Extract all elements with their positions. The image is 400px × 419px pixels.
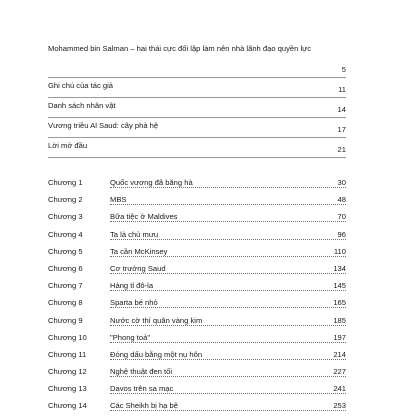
chapter-label: Chương 10 [48, 332, 87, 342]
chapter-label: Chương 7 [48, 281, 83, 291]
chapter-label: Chương 5 [48, 246, 83, 256]
chapter-title: Quốc vương đã băng hà [110, 178, 193, 187]
dot-leader [110, 195, 346, 205]
chapter-title: Bữa tiệc ở Maldives [110, 212, 178, 222]
chapter-row [48, 367, 346, 384]
chapter-row [48, 298, 346, 315]
chapter-page: 214 [333, 349, 346, 359]
chapter-title: Sparta bé nhỏ [110, 298, 158, 308]
chapter-label: Chương 14 [48, 401, 87, 411]
chapter-row [48, 264, 346, 281]
front-matter-list [48, 44, 346, 158]
chapter-row [48, 230, 346, 247]
chapter-title: Các Sheikh bị hạ bệ [110, 401, 178, 411]
chapter-label: Chương 9 [48, 315, 83, 325]
chapter-page: 110 [333, 246, 346, 256]
front-matter-row [48, 44, 346, 78]
front-matter-page: 21 [337, 145, 346, 154]
chapter-title: "Phong toả" [110, 332, 151, 342]
chapter-label: Chương 6 [48, 263, 83, 273]
chapter-title: Nước cờ thí quân vàng kim [110, 315, 203, 325]
chapter-label: Chương 2 [48, 195, 83, 205]
front-matter-title: Danh sách nhân vật [48, 101, 116, 110]
chapter-title: Ta là chủ mưu [110, 229, 159, 239]
chapter-label: Chương 11 [48, 349, 87, 359]
chapter-row [48, 247, 346, 264]
front-matter-row [48, 121, 346, 138]
chapter-row [48, 281, 346, 298]
chapter-page: 165 [333, 298, 346, 308]
chapter-row [48, 178, 346, 195]
chapter-page: 145 [333, 281, 346, 291]
chapter-title: Ta cần McKinsey [110, 246, 168, 256]
chapter-label: Chương 8 [48, 298, 83, 308]
chapter-title: Hàng tỉ đô-la [110, 281, 154, 291]
chapter-row [48, 195, 346, 212]
chapter-row [48, 333, 346, 350]
front-matter-title: Mohammed bin Salman – hai thái cực đối lập làm nên nhà lãnh đạo quyền lực [48, 44, 312, 53]
chapter-page: 253 [333, 401, 346, 411]
chapter-row [48, 384, 346, 401]
front-matter-page: 11 [338, 85, 346, 94]
chapter-title: Nghệ thuật đen tối [110, 367, 173, 377]
table-of-contents [48, 44, 346, 419]
front-matter-page: 5 [341, 65, 346, 74]
chapter-label: Chương 12 [48, 367, 87, 377]
chapter-list [48, 178, 346, 419]
chapter-title: MBS [110, 195, 127, 205]
front-matter-page: 17 [337, 125, 346, 134]
chapter-row [48, 212, 346, 229]
chapter-page: 197 [333, 332, 346, 342]
chapter-page: 48 [337, 195, 346, 205]
chapter-row [48, 350, 346, 367]
front-matter-title: Lời mở đầu [48, 141, 88, 150]
chapter-label: Chương 13 [48, 384, 87, 394]
chapter-page: 30 [337, 178, 346, 187]
front-matter-row [48, 141, 346, 158]
chapter-label: Chương 3 [48, 212, 83, 222]
chapter-page: 185 [333, 315, 346, 325]
front-matter-title: Ghi chú của tác giả [48, 81, 114, 90]
chapter-label: Chương 1 [48, 178, 83, 187]
chapter-row [48, 316, 346, 333]
front-matter-row [48, 101, 346, 118]
front-matter-title: Vương triều Al Saud: cây phả hệ [48, 121, 159, 130]
front-matter-row [48, 81, 346, 98]
chapter-row [48, 401, 346, 418]
chapter-page: 134 [333, 263, 346, 273]
chapter-page: 241 [333, 384, 346, 394]
chapter-page: 70 [337, 212, 346, 222]
chapter-title: Đóng dấu bằng một nụ hôn [110, 349, 203, 359]
chapter-title: Davos trên sa mạc [110, 384, 174, 394]
chapter-page: 96 [337, 229, 346, 239]
chapter-title: Cơ trưởng Saud [110, 263, 166, 273]
chapter-page: 227 [333, 367, 346, 377]
chapter-label: Chương 4 [48, 229, 83, 239]
front-matter-page: 14 [337, 105, 346, 114]
